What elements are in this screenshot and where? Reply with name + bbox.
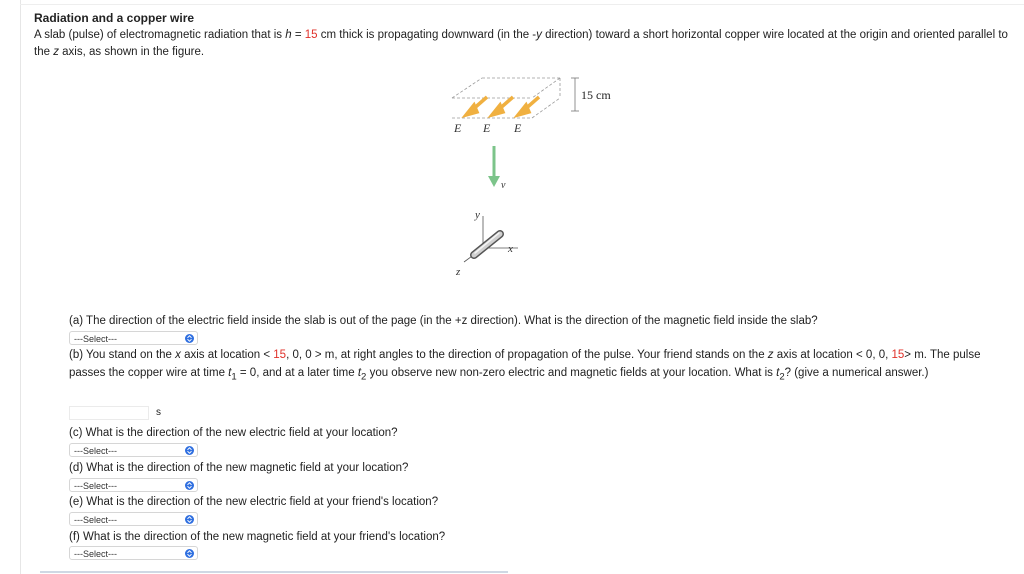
intro-h-var: h <box>285 29 292 41</box>
question-d: (d) What is the direction of the new magnetic field at your location? <box>69 462 409 474</box>
x-axis-label: x <box>508 243 513 255</box>
e-label: E <box>454 121 462 135</box>
problem-intro <box>34 27 1014 61</box>
q-text: , 0, 0 > m, at right angles to the direction of propagation of the pulse. Your friend stands on the <box>286 349 768 361</box>
answer-c-select[interactable] <box>69 443 198 457</box>
select-chevron-icon <box>185 515 194 524</box>
answer-d-select[interactable] <box>69 478 198 492</box>
problem-title: Radiation and a copper wire <box>34 11 195 25</box>
q-text: ? (give a numerical answer.) <box>784 367 929 379</box>
q-text: > m. The pulse passes the copper wire at time <box>69 349 981 379</box>
thickness-bracket <box>571 78 579 111</box>
answer-b-unit: s <box>156 407 161 418</box>
q-sub: 2 <box>779 371 785 383</box>
question-b <box>69 346 999 386</box>
top-divider <box>20 4 1024 5</box>
intro-text: cm thick is propagating downward (in the - <box>317 29 537 41</box>
q-text: axis at location < 0, 0, <box>773 349 892 361</box>
select-placeholder: ---Select--- <box>74 549 117 559</box>
e-label: E <box>514 121 522 135</box>
your-location-value: 15 <box>273 349 287 361</box>
answer-a-select[interactable] <box>69 331 198 345</box>
select-chevron-icon <box>185 481 194 490</box>
e-field-arrows <box>466 97 539 115</box>
q-var: z <box>767 349 774 361</box>
q-text: (b) You stand on the <box>69 349 176 361</box>
select-chevron-icon <box>185 549 194 558</box>
select-placeholder: ---Select--- <box>74 446 117 456</box>
select-chevron-icon <box>185 334 194 343</box>
q-var: t <box>776 367 780 379</box>
thickness-label: 15 cm <box>581 88 611 102</box>
intro-text: direction) toward a short horizontal copper wire located at the origin and oriented parallel to the <box>34 29 1008 58</box>
intro-z-var: z <box>53 46 59 58</box>
intro-h-value: 15 <box>304 29 318 41</box>
intro-eq: = <box>291 29 305 41</box>
copper-wire <box>474 233 500 255</box>
question-e: (e) What is the direction of the new electric field at your friend's location? <box>69 496 439 508</box>
question-a: (a) The direction of the electric field inside the slab is out of the page (in the +z direction). What is the direction of the magnetic field inside the slab? <box>69 315 818 327</box>
velocity-arrow <box>488 146 500 187</box>
select-placeholder: ---Select--- <box>74 334 117 344</box>
q-text: = 0, and at a later time <box>236 367 358 379</box>
y-axis-label: y <box>475 209 480 221</box>
bottom-divider <box>40 571 508 573</box>
answer-b-input[interactable] <box>69 406 149 420</box>
answer-f-select[interactable] <box>69 546 198 560</box>
q-var: x <box>175 349 181 361</box>
q-sub: 1 <box>231 371 237 383</box>
e-label: E <box>483 121 491 135</box>
friend-location-value: 15 <box>891 349 905 361</box>
q-var: t <box>228 367 232 379</box>
problem-figure <box>430 70 630 280</box>
select-chevron-icon <box>185 446 194 455</box>
select-placeholder: ---Select--- <box>74 515 117 525</box>
intro-y-var: y <box>536 29 542 41</box>
question-f: (f) What is the direction of the new magnetic field at your friend's location? <box>69 531 446 543</box>
q-text: axis at location < <box>180 349 274 361</box>
e-arrowhead <box>492 105 503 115</box>
intro-text: A slab (pulse) of electromagnetic radiation that is <box>34 29 286 41</box>
z-axis-label: z <box>456 266 461 278</box>
intro-text: axis, as shown in the figure. <box>58 46 205 58</box>
left-divider <box>20 0 21 574</box>
q-var: t <box>357 367 362 379</box>
q-text: you observe new non-zero electric and magnetic fields at your location. What is <box>366 367 777 379</box>
answer-e-select[interactable] <box>69 512 198 526</box>
velocity-label: v <box>501 180 506 191</box>
select-placeholder: ---Select--- <box>74 481 117 491</box>
e-arrowhead <box>466 105 477 115</box>
q-sub: 2 <box>361 371 367 383</box>
e-arrowhead <box>518 105 529 115</box>
question-c: (c) What is the direction of the new electric field at your location? <box>69 427 398 439</box>
